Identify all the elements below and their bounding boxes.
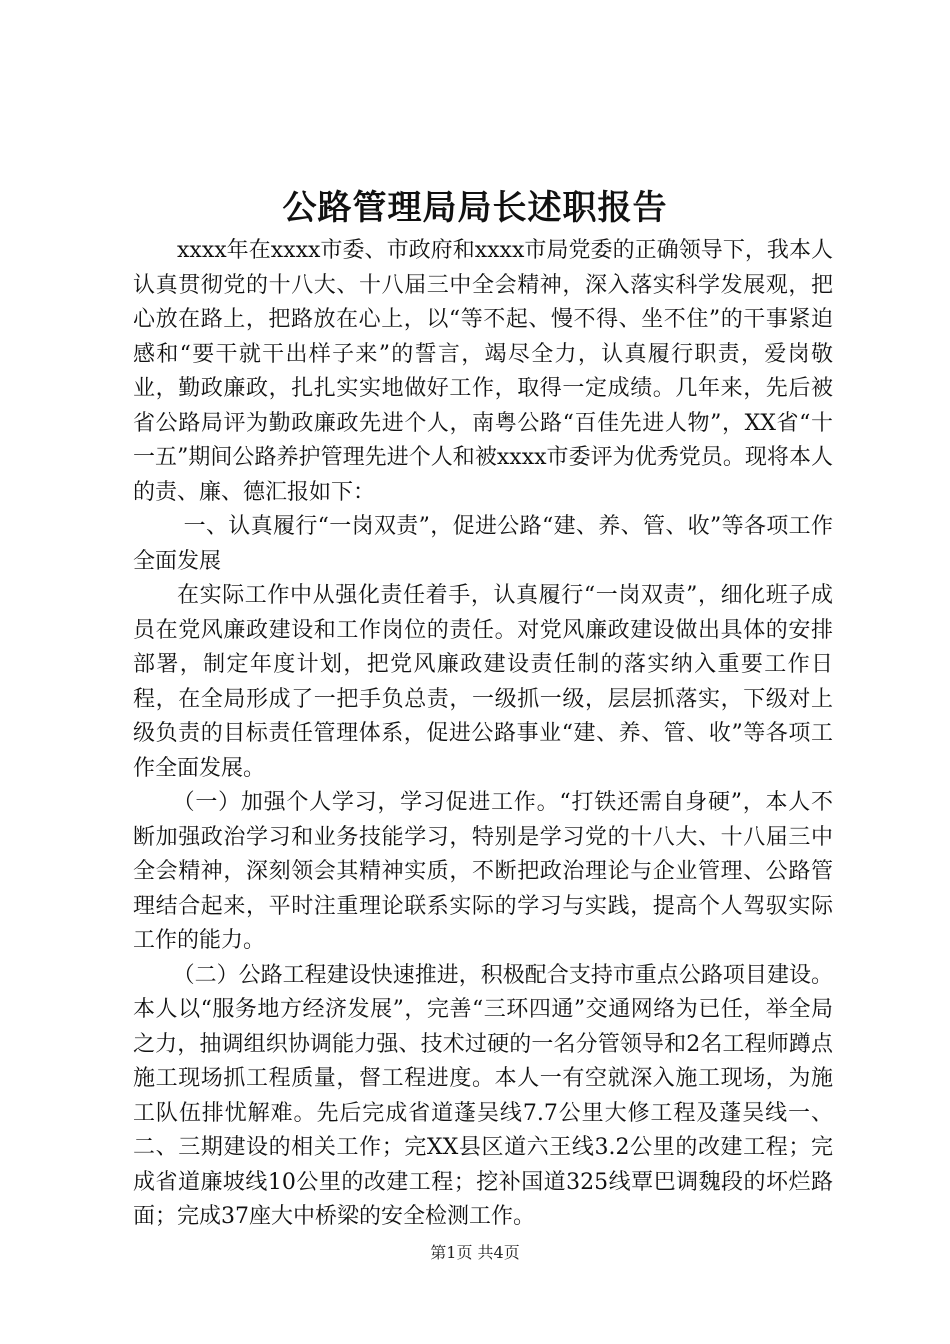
paragraph-intro: xxxx年在xxxx市委、市政府和xxxx市局党委的正确领导下，我本人认真贯彻党的十八大、十八届三中全会精神，深入落实科学发展观，把心放在路上，把路放在心上，以“等不起、慢不得、坐不住”的干事紧迫感和“要干就干出样子来”的誓言，竭尽全力，认真履行职责，爱岗敬业，勤政廉政，扎扎实实地做好工作，取得一定成绩。几年来，先后被省公路局评为勤政廉政先进个人，南粤公路“百佳先进人物”，XX省“十一五”期间公路养护管理先进个人和被xxxx市委评为优秀党员。现将本人的责、廉、德汇报如下： xyxy=(133,238,833,505)
paragraph-study: （一）加强个人学习，学习促进工作。“打铁还需自身硬”，本人不断加强政治学习和业务技能学习，特别是学习党的十八大、十八届三中全会精神，深刻领会其精神实质，不断把政治理论与企业管理、公路管理结合起来，平时注重理论联系实际的学习与实践，提高个人驾驭实际工作的能力。 xyxy=(133,790,833,953)
paragraph-responsibility: 在实际工作中从强化责任着手，认真履行“一岗双责”，细化班子成员在党风廉政建设和工作岗位的责任。对党风廉政建设做出具体的安排部署，制定年度计划，把党风廉政建设责任制的落实纳入重要工作日程，在全局形成了一把手负总责，一级抓一级，层层抓落实，下级对上级负责的目标责任管理体系，促进公路事业“建、养、管、收”等各项工作全面发展。 xyxy=(133,583,833,781)
section-heading-1: 一、认真履行“一岗双责”，促进公路“建、养、管、收”等各项工作全面发展 xyxy=(133,514,833,574)
document-title: 公路管理局局长述职报告 xyxy=(282,188,668,228)
paragraph-construction: （二）公路工程建设快速推进，积极配合支持市重点公路项目建设。本人以“服务地方经济发展”，完善“三环四通”交通网络为已任，举全局之力，抽调组织协调能力强、技术过硬的一名分管领导和2名工程师蹲点施工现场抓工程质量，督工程进度。本人一有空就深入施工现场，为施工队伍排忧解难。先后完成省道蓬吴线7.7公里大修工程及蓬吴线一、二、三期建设的相关工作；完XX县区道六王线3.2公里的改建工程；完成省道廉坡线10公里的改建工程；挖补国道325线覃巴调魏段的坏烂路面；完成37座大中桥梁的安全检测工作。 xyxy=(133,962,833,1229)
page-footer: 第1页 共4页 xyxy=(430,1243,520,1262)
document-body xyxy=(133,234,833,1235)
